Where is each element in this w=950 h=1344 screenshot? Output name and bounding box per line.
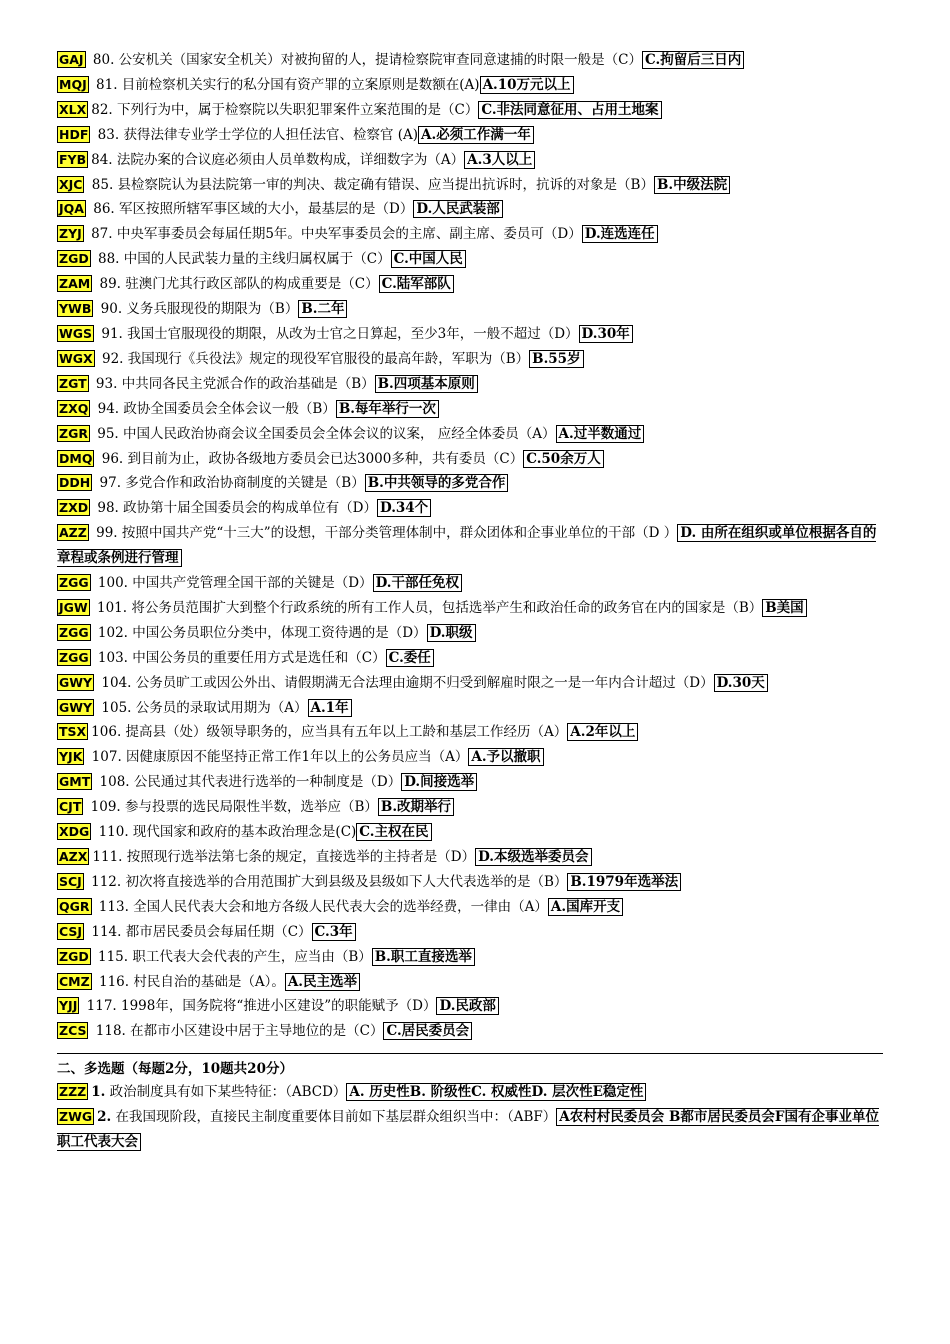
question-item xyxy=(57,671,887,696)
question-item xyxy=(57,372,887,397)
question-text: 81. 目前检察机关实行的私分国有资产罪的立案原则是数额在(A) xyxy=(91,76,480,93)
question-text: 89. 驻澳门尤其行政区部队的构成重要是（C） xyxy=(95,276,379,293)
question-item xyxy=(57,123,887,148)
question-text: 100. 中国共产党管理全国干部的关键是（D） xyxy=(93,575,373,592)
question-code-tag: FYB xyxy=(59,151,87,167)
question-text: 政治制度具有如下某些特征：（ABCD） xyxy=(105,1084,347,1101)
question-code-tag: ZGG xyxy=(59,624,89,640)
section-heading xyxy=(57,1058,887,1080)
question-code-tag: ZXD xyxy=(59,500,89,516)
question-code-tag: AZX xyxy=(59,849,88,864)
question-text: 99. 按照中国共产党“十三大”的设想，干部分类管理体制中，群众团体和企事业单位的干部（D ） xyxy=(91,525,678,542)
answer-box: D.干部任免权 xyxy=(373,574,462,592)
question-item xyxy=(57,496,887,521)
question-text: 115. 职工代表大会代表的产生，应当由（B） xyxy=(93,948,372,965)
question-code-tag: GMT xyxy=(59,774,91,790)
answer-box: A.必须工作满一年 xyxy=(418,126,534,144)
question-item xyxy=(57,73,887,98)
answer-box: A.10万元以上 xyxy=(480,76,574,94)
question-item xyxy=(57,994,887,1019)
answer-box: D.本级选举委员会 xyxy=(475,848,591,866)
question-text: 98. 政协第十届全国委员会的构成单位有（D） xyxy=(93,500,377,517)
answer-box: B.1979年选举法 xyxy=(567,873,681,891)
question-number: 1. xyxy=(91,1084,106,1101)
question-item xyxy=(57,48,887,73)
question-text: 85. 县检察院认为县法院第一审的判决、裁定确有错误、应当提出抗诉时，抗诉的对象是（B） xyxy=(87,176,654,193)
answer-box: D.30年 xyxy=(579,325,633,343)
question-text: 104. 公务员旷工或因公外出、请假期满无合法理由逾期不归受到解雇时限之一是一年内合计超过（D） xyxy=(97,674,714,691)
question-item xyxy=(57,621,887,646)
answer-box: C.陆军部队 xyxy=(379,275,454,293)
answer-box: A.过半数通过 xyxy=(556,425,645,443)
answer-box: A.2年以上 xyxy=(567,723,638,741)
answer-box: B.中共领导的多党合作 xyxy=(365,474,509,492)
question-item xyxy=(57,870,887,895)
answer-box: B.每年举行一次 xyxy=(336,400,439,418)
question-text: 113. 全国人民代表大会和地方各级人民代表大会的选举经费，一律由（A） xyxy=(94,898,548,915)
question-item xyxy=(57,397,887,422)
question-code-tag: JQA xyxy=(59,201,84,217)
answer-box: C.居民委员会 xyxy=(383,1022,472,1040)
section-title: 二、多选题 xyxy=(57,1061,125,1078)
answer-box: D.民政部 xyxy=(436,997,498,1015)
question-code-tag: SCJ xyxy=(59,873,82,889)
answer-box: C.主权在民 xyxy=(356,823,431,841)
answer-box: C.非法同意征用、占用土地案 xyxy=(478,101,661,119)
question-code-tag: ZYJ xyxy=(59,226,82,242)
question-code-tag: WGX xyxy=(59,350,93,366)
question-item xyxy=(57,347,887,372)
question-text: 116. 村民自治的基础是（A）。 xyxy=(94,973,285,990)
question-code-tag: DDH xyxy=(59,475,91,491)
question-text: 84. 法院办案的合议庭必须由人员单数构成，详细数字为（A） xyxy=(91,151,465,168)
question-text: 80. 公安机关（国家安全机关）对被拘留的人，提请检察院审查同意逮捕的时限一般是（C） xyxy=(88,52,642,68)
question-text: 82. 下列行为中，属于检察院以失职犯罪案件立案范围的是（C） xyxy=(91,101,479,118)
question-item xyxy=(57,98,887,123)
answer-box: A.1年 xyxy=(308,699,352,717)
question-text: 在我国现阶段，直接民主制度重要体目前如下基层群众组织当中：（ABF） xyxy=(111,1109,557,1126)
question-item xyxy=(57,770,887,795)
question-item xyxy=(57,247,887,272)
answer-box: C.50余万人 xyxy=(523,450,604,468)
question-text: 88. 中国的人民武装力量的主线归属权属于（C） xyxy=(93,251,391,268)
question-item xyxy=(57,970,887,995)
question-item xyxy=(57,596,887,621)
answer-box: C.中国人民 xyxy=(391,250,466,268)
question-text: 94. 政协全国委员会全体会议一般（B） xyxy=(93,400,336,417)
question-item xyxy=(57,571,887,596)
answer-box: D.30天 xyxy=(714,674,768,692)
question-text: 95. 中国人民政治协商会议全国委员会全体会议的议案， 应经全体委员（A） xyxy=(92,425,556,442)
answer-box: D.人民武装部 xyxy=(413,200,502,218)
question-text: 106. 提高县（处）级领导职务的，应当具有五年以上工龄和基层工作经历（A） xyxy=(91,724,568,741)
question-item xyxy=(57,845,887,870)
question-code-tag: AZZ xyxy=(59,525,87,541)
question-text: 93. 中共同各民主党派合作的政治基础是（B） xyxy=(91,375,375,392)
answer-box: D.职级 xyxy=(427,624,476,642)
question-text: 101. 将公务员范围扩大到整个行政系统的所有工作人员，包括选举产生和政治任命的政务官在内的国家是（B） xyxy=(92,599,763,616)
answer-box: C.3年 xyxy=(312,923,356,941)
answer-box: A.予以撤职 xyxy=(468,748,543,766)
question-text: 83. 获得法律专业学士学位的人担任法官、检察官 (A) xyxy=(93,126,419,143)
question-item xyxy=(57,471,887,496)
question-item xyxy=(57,895,887,920)
question-code-tag: ZAM xyxy=(59,276,91,292)
question-code-tag: CSJ xyxy=(59,923,83,939)
question-code-tag: YJK xyxy=(59,749,83,765)
answer-box: B.二年 xyxy=(298,300,347,318)
question-text: 109. 参与投票的选民局限性半数，选举应（B） xyxy=(86,799,378,816)
question-item xyxy=(57,1105,887,1155)
question-text: 97. 多党合作和政治协商制度的关键是（B） xyxy=(95,475,365,492)
question-code-tag: YJJ xyxy=(59,998,78,1014)
question-text: 111. 按照现行选举法第七条的规定，直接选举的主持者是（D） xyxy=(92,849,476,865)
question-item xyxy=(57,920,887,945)
question-code-tag: XJC xyxy=(59,176,83,192)
question-item xyxy=(57,945,887,970)
question-code-tag: GWY xyxy=(59,699,93,715)
question-item xyxy=(57,297,887,322)
answer-box: C.委任 xyxy=(386,649,434,667)
answer-box: B.改期举行 xyxy=(378,798,454,816)
question-code-tag: ZGD xyxy=(59,251,89,267)
question-number: 2. xyxy=(97,1109,112,1126)
question-code-tag: QGR xyxy=(59,898,90,914)
question-text: 105. 公务员的录取试用期为（A） xyxy=(97,699,308,716)
question-item xyxy=(57,1019,887,1044)
question-item xyxy=(57,322,887,347)
question-code-tag: XDG xyxy=(59,824,90,840)
answer-box: D.34个 xyxy=(377,499,431,517)
question-item xyxy=(57,720,887,745)
section-note: （每题2分，10题共20分） xyxy=(124,1061,293,1078)
question-text: 112. 初次将直接选举的合用范围扩大到县级及县级如下人大代表选举的是（B） xyxy=(86,873,568,890)
question-item xyxy=(57,197,887,222)
question-code-tag: ZWG xyxy=(59,1109,93,1125)
question-code-tag: ZZZ xyxy=(59,1084,87,1100)
question-code-tag: YWB xyxy=(59,301,92,317)
answer-box: B.职工直接选举 xyxy=(372,948,475,966)
question-code-tag: XLX xyxy=(59,101,87,117)
question-code-tag: MQJ xyxy=(59,76,87,92)
answer-box: B美国 xyxy=(762,599,806,617)
question-code-tag: ZGR xyxy=(59,425,88,441)
question-code-tag: CJT xyxy=(59,799,82,815)
answer-box: D.间接选举 xyxy=(401,773,477,791)
answer-box: B.四项基本原则 xyxy=(375,375,478,393)
question-text: 91. 我国士官服现役的期限，从改为士官之日算起，至少3年，一般不超过（D） xyxy=(97,325,579,342)
question-code-tag: HDF xyxy=(59,126,89,142)
question-code-tag: ZGT xyxy=(59,375,87,391)
question-text: 92. 我国现行《兵役法》规定的现役军官服役的最高年龄，军职为（B） xyxy=(97,350,530,367)
single-choice-list xyxy=(57,48,887,1044)
question-code-tag: CMZ xyxy=(59,973,90,989)
multi-choice-list xyxy=(57,1080,887,1155)
section-divider xyxy=(57,1053,883,1054)
question-text: 108. 公民通过其代表进行选举的一种制度是（D） xyxy=(95,774,402,791)
question-item xyxy=(57,696,887,721)
question-item xyxy=(57,795,887,820)
question-code-tag: TSX xyxy=(59,724,87,740)
question-code-tag: ZGG xyxy=(59,575,89,591)
question-item xyxy=(57,447,887,472)
answer-box: A.国库开支 xyxy=(548,898,623,916)
answer-box: B.55岁 xyxy=(529,350,583,368)
question-item xyxy=(57,820,887,845)
answer-box: A农村村民委员会 B都市居民委员会F国有企事业单位职工代表大会 xyxy=(57,1109,879,1151)
question-code-tag: ZGG xyxy=(59,649,89,665)
answer-box: A.民主选举 xyxy=(285,973,360,991)
question-code-tag: GWY xyxy=(59,674,93,690)
question-code-tag: WGS xyxy=(59,325,93,341)
question-text: 110. 现代国家和政府的基本政治理念是(C) xyxy=(94,824,357,841)
question-item xyxy=(57,521,887,571)
question-text: 118. 在都市小区建设中居于主导地位的是（C） xyxy=(91,1023,384,1040)
question-text: 117. 1998年，国务院将“推进小区建设”的职能赋予（D） xyxy=(82,998,437,1015)
question-code-tag: JGW xyxy=(59,599,88,615)
question-item xyxy=(57,1080,887,1105)
question-text: 90. 义务兵服现役的期限为（B） xyxy=(96,301,299,318)
answer-box: B.中级法院 xyxy=(654,176,730,194)
question-code-tag: DMQ xyxy=(59,450,93,466)
question-text: 96. 到目前为止，政协各级地方委员会已达3000多种，共有委员（C） xyxy=(97,450,524,467)
answer-box: A. 历史性B. 阶级性C. 权威性D. 层次性E稳定性 xyxy=(346,1083,646,1101)
question-text: 103. 中国公务员的重要任用方式是选任和（C） xyxy=(93,649,386,666)
question-item xyxy=(57,272,887,297)
question-item xyxy=(57,222,887,247)
answer-box: D. 由所在组织或单位根据各自的章程或条例进行管理 xyxy=(57,525,877,567)
question-text: 86. 军区按照所辖军事区域的大小，最基层的是（D） xyxy=(88,201,414,218)
answer-box: C.拘留后三日内 xyxy=(642,51,744,69)
question-text: 87. 中央军事委员会每届任期5年。中央军事委员会的主席、副主席、委员可（D） xyxy=(86,226,582,243)
question-text: 107. 因健康原因不能坚持正常工作1年以上的公务员应当（A） xyxy=(87,749,469,766)
question-item xyxy=(57,148,887,173)
answer-box: D.连选连任 xyxy=(582,225,658,243)
question-code-tag: GAJ xyxy=(59,52,84,67)
question-item xyxy=(57,173,887,198)
question-text: 114. 都市居民委员会每届任期（C） xyxy=(87,923,312,940)
question-item xyxy=(57,745,887,770)
question-text: 102. 中国公务员职位分类中，体现工资待遇的是（D） xyxy=(93,624,427,641)
question-item xyxy=(57,646,887,671)
document-page xyxy=(57,48,887,1155)
question-code-tag: ZXQ xyxy=(59,400,89,416)
answer-box: A.3人以上 xyxy=(464,151,535,169)
question-code-tag: ZCS xyxy=(59,1023,87,1039)
question-code-tag: ZGD xyxy=(59,948,89,964)
question-item xyxy=(57,422,887,447)
